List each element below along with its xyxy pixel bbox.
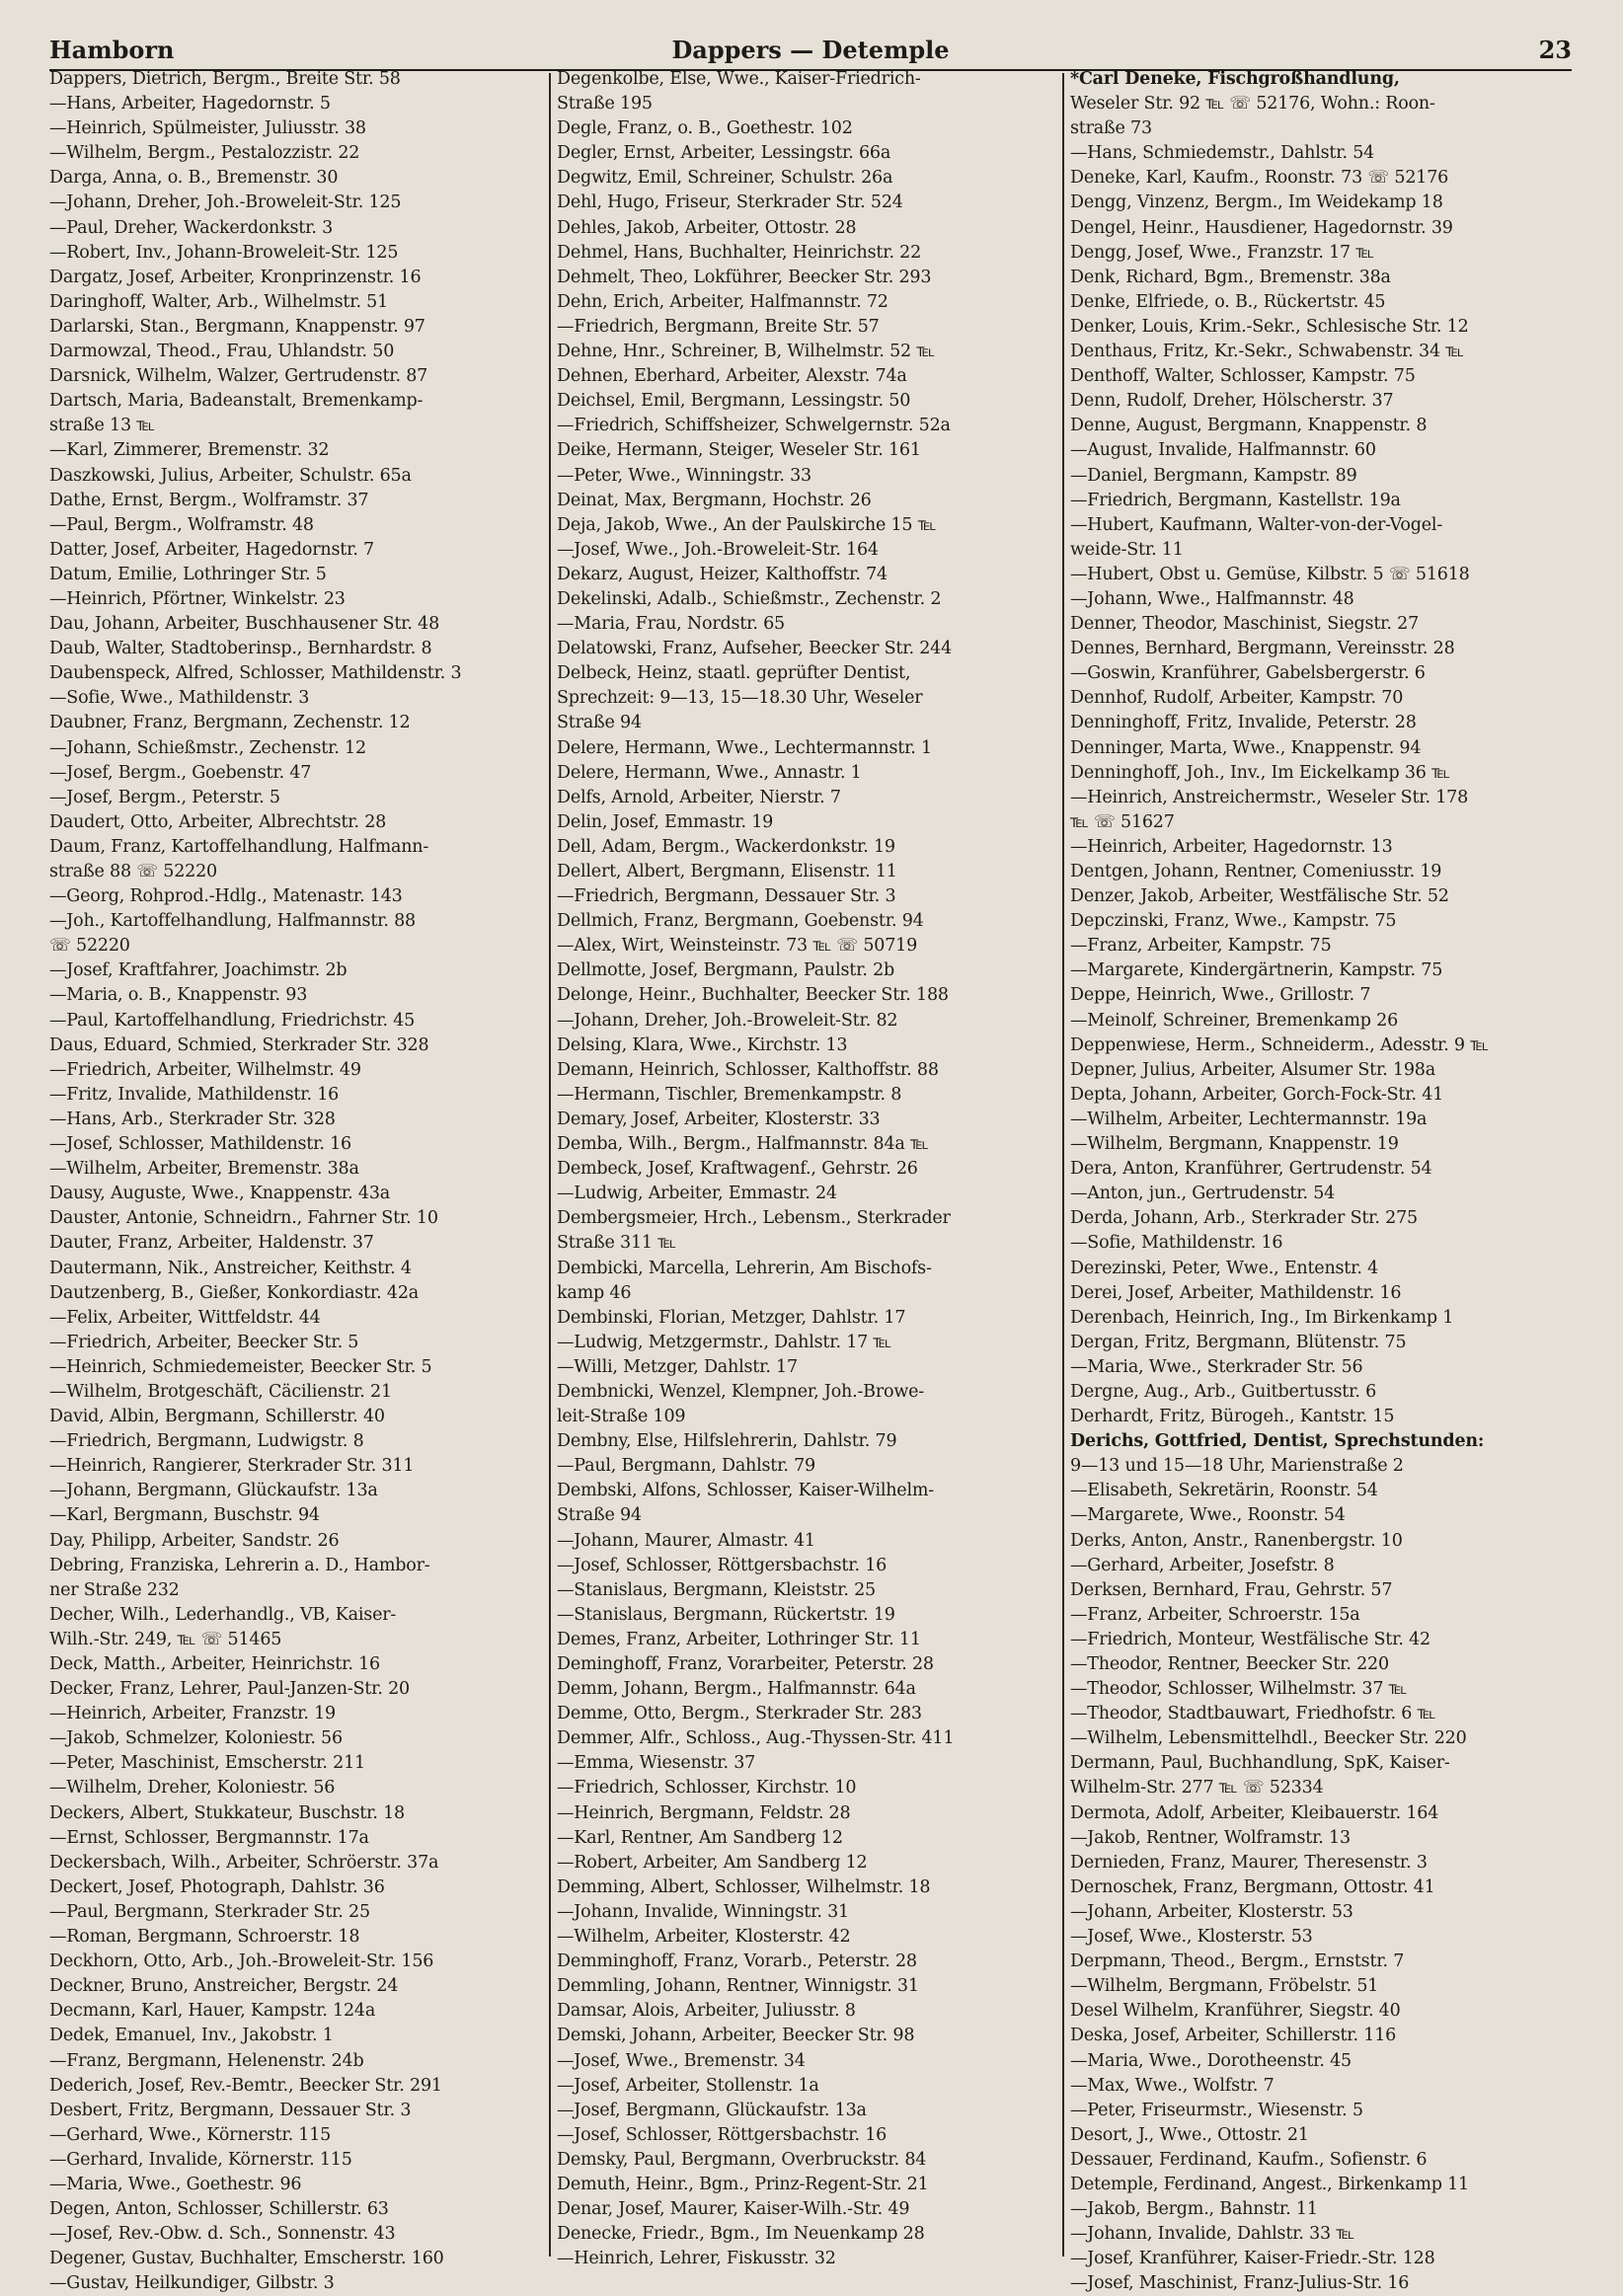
directory-entry: Demski, Johann, Arbeiter, Beecker Str. 98 <box>557 2026 915 2046</box>
directory-entry: Damsar, Alois, Arbeiter, Juliusstr. 8 <box>557 2001 856 2022</box>
directory-entry: Sprechzeit: 9—13, 15—18.30 Uhr, Weseler <box>557 688 923 709</box>
directory-entry: —Heinrich, Rangierer, Sterkrader Str. 311 <box>49 1456 415 1477</box>
directory-entry: —Wilhelm, Bergm., Pestalozzistr. 22 <box>49 143 360 164</box>
directory-entry: Deska, Josef, Arbeiter, Schillerstr. 116 <box>1070 2026 1397 2046</box>
directory-entry: —Maria, Wwe., Goethestr. 96 <box>49 2174 302 2194</box>
directory-entry: —Robert, Arbeiter, Am Sandberg 12 <box>557 1852 868 1873</box>
directory-entry: —Fritz, Invalide, Mathildenstr. 16 <box>49 1084 340 1105</box>
directory-entry: ℡ ☏ 51627 <box>1070 811 1175 832</box>
directory-entry: —Josef, Bergmann, Glückaufstr. 13a <box>557 2100 867 2120</box>
directory-entry: —Wilhelm, Brotgeschäft, Cäcilienstr. 21 <box>49 1381 392 1402</box>
directory-entry: —Emma, Wiesenstr. 37 <box>557 1753 756 1774</box>
directory-entry: Degwitz, Emil, Schreiner, Schulstr. 26a <box>557 168 893 189</box>
directory-columns <box>49 67 1580 2294</box>
directory-entry: Denthaus, Fritz, Kr.-Sekr., Schwabenstr. 34 ℡ <box>1070 342 1464 362</box>
directory-entry: Delonge, Heinr., Buchhalter, Beecker Str. 188 <box>557 985 949 1006</box>
directory-entry: Datter, Josef, Arbeiter, Hagedornstr. 7 <box>49 539 374 560</box>
directory-entry: Daringhoff, Walter, Arb., Wilhelmstr. 51 <box>49 291 389 312</box>
directory-entry: —Josef, Arbeiter, Stollenstr. 1a <box>557 2075 819 2096</box>
directory-entry: Dergne, Aug., Arb., Guitbertusstr. 6 <box>1070 1381 1377 1402</box>
directory-entry: Dehmel, Hans, Buchhalter, Heinrichstr. 22 <box>557 242 922 263</box>
directory-entry: *Carl Deneke, Fischgroßhandlung, <box>1070 69 1400 89</box>
directory-entry: Dau, Johann, Arbeiter, Buschhausener Str. 48 <box>49 614 440 635</box>
directory-entry: Demmer, Alfr., Schloss., Aug.-Thyssen-Str. 411 <box>557 1728 955 1749</box>
directory-entry: Straße 94 <box>557 1505 642 1526</box>
directory-entry: —Paul, Bergm., Wolframstr. 48 <box>49 514 314 535</box>
directory-entry: —Friedrich, Schiffsheizer, Schwelgernstr. 52a <box>557 416 951 436</box>
directory-entry: —Gerhard, Invalide, Körnerstr. 115 <box>49 2149 352 2170</box>
directory-entry: —Paul, Dreher, Wackerdonkstr. 3 <box>49 217 334 238</box>
directory-entry: Derda, Johann, Arb., Sterkrader Str. 275 <box>1070 1208 1418 1229</box>
directory-entry: Derezinski, Peter, Wwe., Entenstr. 4 <box>1070 1258 1379 1278</box>
directory-entry: —Josef, Kranführer, Kaiser-Friedr.-Str. 128 <box>1070 2249 1435 2269</box>
directory-entry: —Theodor, Schlosser, Wilhelmstr. 37 ℡ <box>1070 1679 1408 1700</box>
directory-entry: Dehn, Erich, Arbeiter, Halfmannstr. 72 <box>557 291 889 312</box>
directory-entry: Dauster, Antonie, Schneidrn., Fahrner Str. 10 <box>49 1208 438 1229</box>
directory-entry: Deminghoff, Franz, Vorarbeiter, Peterstr. 28 <box>557 1654 934 1674</box>
directory-entry: Delin, Josef, Emmastr. 19 <box>557 811 774 832</box>
directory-entry: Deinat, Max, Bergmann, Hochstr. 26 <box>557 490 872 510</box>
directory-entry: —Elisabeth, Sekretärin, Roonstr. 54 <box>1070 1481 1378 1501</box>
header-left: Hamborn <box>49 36 175 64</box>
directory-entry: —Peter, Maschinist, Emscherstr. 211 <box>49 1753 365 1774</box>
directory-entry: —Peter, Friseurmstr., Wiesenstr. 5 <box>1070 2100 1363 2120</box>
directory-entry: —Josef, Rev.-Obw. d. Sch., Sonnenstr. 43 <box>49 2224 396 2245</box>
directory-entry: —Sofie, Mathildenstr. 16 <box>1070 1233 1283 1254</box>
directory-entry: Demm, Johann, Bergm., Halfmannstr. 64a <box>557 1679 916 1700</box>
directory-entry: —Josef, Kraftfahrer, Joachimstr. 2b <box>49 960 348 981</box>
directory-entry: —Johann, Schießmstr., Zechenstr. 12 <box>49 737 366 758</box>
directory-entry: —Stanislaus, Bergmann, Kleiststr. 25 <box>557 1579 876 1600</box>
directory-entry: 9—13 und 15—18 Uhr, Marienstraße 2 <box>1070 1456 1404 1477</box>
directory-entry: Depner, Julius, Arbeiter, Alsumer Str. 198a <box>1070 1059 1435 1080</box>
directory-entry: Dembinski, Florian, Metzger, Dahlstr. 17 <box>557 1307 906 1328</box>
directory-entry: —Alex, Wirt, Weinsteinstr. 73 ℡ ☏ 50719 <box>557 936 917 957</box>
directory-entry: Dautzenberg, B., Gießer, Konkordiastr. 42a <box>49 1282 419 1303</box>
column-2 <box>557 67 1064 2269</box>
directory-entry: —Stanislaus, Bergmann, Rückertstr. 19 <box>557 1604 895 1625</box>
directory-entry: Derksen, Bernhard, Frau, Gehrstr. 57 <box>1070 1579 1393 1600</box>
directory-entry: —August, Invalide, Halfmannstr. 60 <box>1070 440 1376 461</box>
directory-entry: Decher, Wilh., Lederhandlg., VB, Kaiser- <box>49 1604 397 1625</box>
directory-entry: Denk, Richard, Bgm., Bremenstr. 38a <box>1070 267 1391 287</box>
directory-entry: Straße 195 <box>557 94 653 115</box>
directory-entry: —Josef, Schlosser, Mathildenstr. 16 <box>49 1134 351 1155</box>
directory-entry: —Heinrich, Lehrer, Fiskusstr. 32 <box>557 2249 836 2269</box>
directory-entry: Denzer, Jakob, Arbeiter, Westfälische Str. 52 <box>1070 886 1449 907</box>
directory-entry: straße 13 ℡ <box>49 416 155 436</box>
column-divider <box>1062 73 1064 2257</box>
directory-entry: Dengg, Josef, Wwe., Franzstr. 17 ℡ <box>1070 242 1374 263</box>
directory-entry: —Joh., Kartoffelhandlung, Halfmannstr. 88 <box>49 911 416 932</box>
directory-entry: Demmling, Johann, Rentner, Winnigstr. 31 <box>557 1976 919 1997</box>
directory-entry: —Wilhelm, Arbeiter, Bremenstr. 38a <box>49 1159 359 1180</box>
directory-entry: Dembnicki, Wenzel, Klempner, Joh.-Browe- <box>557 1381 924 1402</box>
directory-entry: —Johann, Invalide, Winningstr. 31 <box>557 1901 849 1922</box>
directory-entry: Delere, Hermann, Wwe., Lechtermannstr. 1 <box>557 737 932 758</box>
directory-entry: Deppenwiese, Herm., Schneiderm., Adesstr. 9 ℡ <box>1070 1034 1489 1055</box>
directory-entry: —Johann, Bergmann, Glückaufstr. 13a <box>49 1481 378 1501</box>
directory-entry: Denke, Elfriede, o. B., Rückertstr. 45 <box>1070 291 1386 312</box>
directory-entry: —Wilhelm, Lebensmittelhdl., Beecker Str. 220 <box>1070 1728 1467 1749</box>
directory-entry: Depta, Johann, Arbeiter, Gorch-Fock-Str. 41 <box>1070 1084 1444 1105</box>
directory-entry: —Karl, Rentner, Am Sandberg 12 <box>557 1827 843 1848</box>
directory-entry: Dederich, Josef, Rev.-Bemtr., Beecker Str. 291 <box>49 2075 442 2096</box>
directory-entry: Dargatz, Josef, Arbeiter, Kronprinzenstr. 16 <box>49 267 422 287</box>
directory-entry: Darga, Anna, o. B., Bremenstr. 30 <box>49 168 339 189</box>
directory-entry: —Gustav, Heilkundiger, Gilbstr. 3 <box>49 2273 335 2294</box>
directory-entry: —Theodor, Rentner, Beecker Str. 220 <box>1070 1654 1389 1674</box>
directory-entry: —Theodor, Stadtbauwart, Friedhofstr. 6 ℡ <box>1070 1704 1436 1724</box>
directory-entry: —Jakob, Schmelzer, Koloniestr. 56 <box>49 1728 343 1749</box>
directory-entry: Demba, Wilh., Bergm., Halfmannstr. 84a ℡ <box>557 1134 929 1155</box>
directory-entry: Dernieden, Franz, Maurer, Theresenstr. 3 <box>1070 1852 1428 1873</box>
directory-entry: Dernoschek, Franz, Bergmann, Ottostr. 41 <box>1070 1876 1435 1897</box>
directory-entry: —Friedrich, Bergmann, Dessauer Str. 3 <box>557 886 896 907</box>
directory-entry: Daus, Eduard, Schmied, Sterkrader Str. 328 <box>49 1034 429 1055</box>
directory-entry: Daszkowski, Julius, Arbeiter, Schulstr. 65a <box>49 465 412 486</box>
directory-entry: Dembny, Else, Hilfslehrerin, Dahlstr. 79 <box>557 1431 897 1452</box>
directory-entry: Dellmotte, Josef, Bergmann, Paulstr. 2b <box>557 960 895 981</box>
directory-entry: weide-Str. 11 <box>1070 539 1184 560</box>
column-divider <box>549 73 551 2257</box>
directory-entry: —Friedrich, Arbeiter, Wilhelmstr. 49 <box>49 1059 361 1080</box>
directory-entry: —Josef, Maschinist, Franz-Julius-Str. 16 <box>1070 2273 1410 2294</box>
directory-entry: Darmowzal, Theod., Frau, Uhlandstr. 50 <box>49 342 395 362</box>
directory-entry: Degenkolbe, Else, Wwe., Kaiser-Friedrich- <box>557 69 921 89</box>
directory-entry: Dessauer, Ferdinand, Kaufm., Sofienstr. 6 <box>1070 2149 1428 2170</box>
directory-entry: —Johann, Wwe., Halfmannstr. 48 <box>1070 588 1354 609</box>
directory-entry: —Heinrich, Anstreichermstr., Weseler Str. 178 <box>1070 787 1469 807</box>
directory-entry: Denne, August, Bergmann, Knappenstr. 8 <box>1070 416 1428 436</box>
directory-entry: Derei, Josef, Arbeiter, Mathildenstr. 16 <box>1070 1282 1402 1303</box>
page-header <box>49 36 1572 71</box>
directory-entry: Debring, Franziska, Lehrerin a. D., Hambor- <box>49 1555 430 1575</box>
directory-entry: —Friedrich, Bergmann, Breite Str. 57 <box>557 316 880 337</box>
directory-entry: —Felix, Arbeiter, Wittfeldstr. 44 <box>49 1307 321 1328</box>
directory-entry: Derichs, Gottfried, Dentist, Sprechstunden: <box>1070 1431 1485 1452</box>
directory-entry: —Josef, Bergm., Peterstr. 5 <box>49 787 280 807</box>
directory-entry: Dehl, Hugo, Friseur, Sterkrader Str. 524 <box>557 192 903 213</box>
directory-entry: —Paul, Kartoffelhandlung, Friedrichstr. 45 <box>49 1010 416 1031</box>
directory-entry: —Wilhelm, Dreher, Koloniestr. 56 <box>49 1778 336 1799</box>
directory-entry: —Robert, Inv., Johann-Broweleit-Str. 125 <box>49 242 399 263</box>
directory-entry: Dengel, Heinr., Hausdiener, Hagedornstr. 39 <box>1070 217 1453 238</box>
directory-entry: Denninghoff, Fritz, Invalide, Peterstr. 28 <box>1070 713 1417 733</box>
directory-entry: —Franz, Bergmann, Helenenstr. 24b <box>49 2050 364 2071</box>
directory-entry: Deckner, Bruno, Anstreicher, Bergstr. 24 <box>49 1976 399 1997</box>
directory-entry: Weseler Str. 92 ℡ ☏ 52176, Wohn.: Roon- <box>1070 94 1435 115</box>
directory-entry: —Paul, Bergmann, Sterkrader Str. 25 <box>49 1901 370 1922</box>
directory-entry: Degen, Anton, Schlosser, Schillerstr. 63 <box>49 2199 389 2220</box>
directory-entry: —Peter, Wwe., Winningstr. 33 <box>557 465 812 486</box>
directory-entry: Demary, Josef, Arbeiter, Klosterstr. 33 <box>557 1109 881 1129</box>
directory-entry: straße 73 <box>1070 118 1152 139</box>
directory-entry: Deckhorn, Otto, Arb., Joh.-Broweleit-Str. 156 <box>49 1952 434 1972</box>
directory-entry: Degler, Ernst, Arbeiter, Lessingstr. 66a <box>557 143 891 164</box>
directory-entry: Daum, Franz, Kartoffelhandlung, Halfmann- <box>49 836 429 857</box>
directory-entry: —Hubert, Kaufmann, Walter-von-der-Vogel- <box>1070 514 1443 535</box>
directory-entry: Depczinski, Franz, Wwe., Kampstr. 75 <box>1070 911 1397 932</box>
directory-entry: —Hans, Schmiedemstr., Dahlstr. 54 <box>1070 143 1375 164</box>
directory-entry: Dembergsmeier, Hrch., Lebensm., Sterkrader <box>557 1208 951 1229</box>
directory-entry: —Maria, o. B., Knappenstr. 93 <box>49 985 308 1006</box>
directory-entry: —Jakob, Rentner, Wolframstr. 13 <box>1070 1827 1351 1848</box>
directory-entry: Decker, Franz, Lehrer, Paul-Janzen-Str. 20 <box>49 1679 410 1700</box>
directory-entry: Daub, Walter, Stadtoberinsp., Bernhardstr. 8 <box>49 639 432 659</box>
directory-entry: —Wilhelm, Arbeiter, Lechtermannstr. 19a <box>1070 1109 1428 1129</box>
directory-entry: —Willi, Metzger, Dahlstr. 17 <box>557 1356 798 1377</box>
directory-entry: —Maria, Wwe., Dorotheenstr. 45 <box>1070 2050 1352 2071</box>
directory-entry: —Josef, Wwe., Bremenstr. 34 <box>557 2050 806 2071</box>
directory-entry: Deckert, Josef, Photograph, Dahlstr. 36 <box>49 1876 385 1897</box>
directory-entry: —Heinrich, Bergmann, Feldstr. 28 <box>557 1802 851 1823</box>
directory-entry: Dehne, Hnr., Schreiner, B, Wilhelmstr. 52 ℡ <box>557 342 935 362</box>
directory-entry: Demme, Otto, Bergm., Sterkrader Str. 283 <box>557 1704 922 1724</box>
directory-entry: Delatowski, Franz, Aufseher, Beecker Str. 244 <box>557 639 953 659</box>
directory-entry: —Franz, Arbeiter, Schroerstr. 15a <box>1070 1604 1360 1625</box>
directory-entry: —Anton, jun., Gertrudenstr. 54 <box>1070 1184 1336 1204</box>
directory-entry: ☏ 52220 <box>49 936 130 957</box>
directory-entry: Denninger, Marta, Wwe., Knappenstr. 94 <box>1070 737 1422 758</box>
directory-entry: —Heinrich, Spülmeister, Juliusstr. 38 <box>49 118 366 139</box>
directory-entry: Dekarz, August, Heizer, Kalthoffstr. 74 <box>557 564 888 584</box>
directory-entry: Dartsch, Maria, Badeanstalt, Bremenkamp- <box>49 391 424 412</box>
directory-entry: Deja, Jakob, Wwe., An der Paulskirche 15 ℡ <box>557 514 937 535</box>
directory-entry: —Friedrich, Bergmann, Kastellstr. 19a <box>1070 490 1401 510</box>
directory-entry: Dembeck, Josef, Kraftwagenf., Gehrstr. 26 <box>557 1159 918 1180</box>
directory-entry: —Josef, Wwe., Klosterstr. 53 <box>1070 1927 1313 1948</box>
directory-entry: Denn, Rudolf, Dreher, Hölscherstr. 37 <box>1070 391 1394 412</box>
directory-entry: —Ernst, Schlosser, Bergmannstr. 17a <box>49 1827 369 1848</box>
directory-entry: —Margarete, Wwe., Roonstr. 54 <box>1070 1505 1346 1526</box>
directory-entry: —Johann, Maurer, Almastr. 41 <box>557 1530 815 1551</box>
directory-entry: —Hermann, Tischler, Bremenkampstr. 8 <box>557 1084 902 1105</box>
header-center: Dappers — Detemple <box>671 36 950 64</box>
directory-entry: Day, Philipp, Arbeiter, Sandstr. 26 <box>49 1530 340 1551</box>
directory-entry: Dennhof, Rudolf, Arbeiter, Kampstr. 70 <box>1070 688 1404 709</box>
directory-entry: Datum, Emilie, Lothringer Str. 5 <box>49 564 327 584</box>
directory-entry: Denar, Josef, Maurer, Kaiser-Wilh.-Str. 49 <box>557 2199 910 2220</box>
directory-entry: —Friedrich, Arbeiter, Beecker Str. 5 <box>49 1332 359 1352</box>
directory-entry: —Friedrich, Bergmann, Ludwigstr. 8 <box>49 1431 364 1452</box>
directory-entry: Derks, Anton, Anstr., Ranenbergstr. 10 <box>1070 1530 1403 1551</box>
directory-entry: Daubner, Franz, Bergmann, Zechenstr. 12 <box>49 713 411 733</box>
directory-entry: Dembski, Alfons, Schlosser, Kaiser-Wilhelm- <box>557 1481 934 1501</box>
directory-entry: Denthoff, Walter, Schlosser, Kampstr. 75 <box>1070 366 1416 387</box>
directory-entry: —Hans, Arbeiter, Hagedornstr. 5 <box>49 94 331 115</box>
directory-entry: Dekelinski, Adalb., Schießmstr., Zechenstr. 2 <box>557 588 942 609</box>
directory-entry: kamp 46 <box>557 1282 632 1303</box>
directory-entry: Delsing, Klara, Wwe., Kirchstr. 13 <box>557 1034 848 1055</box>
directory-entry: —Jakob, Bergm., Bahnstr. 11 <box>1070 2199 1318 2220</box>
directory-entry: Degle, Franz, o. B., Goethestr. 102 <box>557 118 853 139</box>
directory-entry: Straße 94 <box>557 713 642 733</box>
directory-entry: Dera, Anton, Kranführer, Gertrudenstr. 54 <box>1070 1159 1432 1180</box>
directory-entry: Daudert, Otto, Arbeiter, Albrechtstr. 28 <box>49 811 387 832</box>
directory-entry: Darlarski, Stan., Bergmann, Knappenstr. 97 <box>49 316 425 337</box>
column-3 <box>1070 67 1580 2294</box>
directory-entry: Dehnen, Eberhard, Arbeiter, Alexstr. 74a <box>557 366 907 387</box>
directory-entry: straße 88 ☏ 52220 <box>49 862 217 881</box>
directory-entry: —Wilhelm, Bergmann, Knappenstr. 19 <box>1070 1134 1399 1155</box>
column-1 <box>49 67 543 2294</box>
directory-entry: Wilhelm-Str. 277 ℡ ☏ 52334 <box>1070 1778 1324 1799</box>
directory-entry: Dell, Adam, Bergm., Wackerdonkstr. 19 <box>557 836 895 857</box>
directory-entry: Dermann, Paul, Buchhandlung, SpK, Kaiser- <box>1070 1753 1450 1774</box>
directory-entry: Delfs, Arnold, Arbeiter, Nierstr. 7 <box>557 787 841 807</box>
directory-entry: Straße 311 ℡ <box>557 1233 676 1254</box>
directory-entry: —Josef, Bergm., Goebenstr. 47 <box>49 762 312 783</box>
directory-entry: —Goswin, Kranführer, Gabelsbergerstr. 6 <box>1070 663 1426 684</box>
directory-entry: Derenbach, Heinrich, Ing., Im Birkenkamp 1 <box>1070 1307 1454 1328</box>
directory-entry: Desel Wilhelm, Kranführer, Siegstr. 40 <box>1070 2001 1401 2022</box>
directory-entry: Deneke, Karl, Kaufm., Roonstr. 73 ☏ 52176 <box>1070 168 1449 189</box>
directory-entry: Dappers, Dietrich, Bergm., Breite Str. 58 <box>49 69 401 89</box>
directory-entry: Dermota, Adolf, Arbeiter, Kleibauerstr. 164 <box>1070 1802 1439 1823</box>
directory-entry: —Karl, Zimmerer, Bremenstr. 32 <box>49 440 330 461</box>
directory-entry: Dembicki, Marcella, Lehrerin, Am Bischofs- <box>557 1258 932 1278</box>
directory-entry: Decmann, Karl, Hauer, Kampstr. 124a <box>49 2001 376 2022</box>
directory-entry: leit-Straße 109 <box>557 1407 686 1427</box>
directory-entry: —Georg, Rohprod.-Hdlg., Matenastr. 143 <box>49 886 403 907</box>
directory-entry: Desbert, Fritz, Bergmann, Dessauer Str. 3 <box>49 2100 412 2120</box>
directory-entry: Demann, Heinrich, Schlosser, Kalthoffstr. 88 <box>557 1059 939 1080</box>
directory-entry: Demminghoff, Franz, Vorarb., Peterstr. 28 <box>557 1952 917 1972</box>
directory-entry: —Heinrich, Arbeiter, Franzstr. 19 <box>49 1704 336 1724</box>
directory-entry: —Friedrich, Schlosser, Kirchstr. 10 <box>557 1778 857 1799</box>
directory-entry: Deckers, Albert, Stukkateur, Buschstr. 18 <box>49 1802 405 1823</box>
directory-entry: Demuth, Heinr., Bgm., Prinz-Regent-Str. 21 <box>557 2174 929 2194</box>
directory-entry: —Heinrich, Pförtner, Winkelstr. 23 <box>49 588 346 609</box>
directory-entry: Dergan, Fritz, Bergmann, Blütenstr. 75 <box>1070 1332 1407 1352</box>
directory-entry: Dautermann, Nik., Anstreicher, Keithstr. 4 <box>49 1258 412 1278</box>
directory-entry: Delbeck, Heinz, staatl. geprüfter Dentist, <box>557 663 911 684</box>
directory-entry: —Josef, Wwe., Joh.-Broweleit-Str. 164 <box>557 539 879 560</box>
directory-entry: Denecke, Friedr., Bgm., Im Neuenkamp 28 <box>557 2224 925 2245</box>
directory-entry: —Roman, Bergmann, Schroerstr. 18 <box>49 1927 360 1948</box>
directory-entry: Denner, Theodor, Maschinist, Siegstr. 27 <box>1070 614 1419 635</box>
directory-entry: Dengg, Vinzenz, Bergm., Im Weidekamp 18 <box>1070 192 1443 213</box>
directory-entry: Deck, Matth., Arbeiter, Heinrichstr. 16 <box>49 1654 380 1674</box>
directory-entry: —Karl, Bergmann, Buschstr. 94 <box>49 1505 320 1526</box>
page-number: 23 <box>1538 36 1572 64</box>
directory-entry: —Wilhelm, Arbeiter, Klosterstr. 42 <box>557 1927 851 1948</box>
directory-entry: Deppe, Heinrich, Wwe., Grillostr. 7 <box>1070 985 1371 1006</box>
directory-entry: Detemple, Ferdinand, Angest., Birkenkamp 11 <box>1070 2174 1469 2194</box>
directory-entry: Delere, Hermann, Wwe., Annastr. 1 <box>557 762 862 783</box>
directory-entry: —Ludwig, Arbeiter, Emmastr. 24 <box>557 1184 837 1204</box>
directory-entry: Dauter, Franz, Arbeiter, Haldenstr. 37 <box>49 1233 374 1254</box>
directory-entry: —Heinrich, Schmiedemeister, Beecker Str. 5 <box>49 1356 432 1377</box>
directory-entry: Dellmich, Franz, Bergmann, Goebenstr. 94 <box>557 911 924 932</box>
directory-entry: —Johann, Arbeiter, Klosterstr. 53 <box>1070 1901 1353 1922</box>
directory-entry: —Maria, Wwe., Sterkrader Str. 56 <box>1070 1356 1363 1377</box>
directory-entry: —Daniel, Bergmann, Kampstr. 89 <box>1070 465 1357 486</box>
directory-entry: —Meinolf, Schreiner, Bremenkamp 26 <box>1070 1010 1398 1031</box>
directory-entry: Deichsel, Emil, Bergmann, Lessingstr. 50 <box>557 391 911 412</box>
directory-entry: —Sofie, Wwe., Mathildenstr. 3 <box>49 688 310 709</box>
directory-entry: —Gerhard, Arbeiter, Josefstr. 8 <box>1070 1555 1335 1575</box>
directory-entry: —Hans, Arb., Sterkrader Str. 328 <box>49 1109 336 1129</box>
directory-entry: Dehles, Jakob, Arbeiter, Ottostr. 28 <box>557 217 857 238</box>
directory-entry: Deckersbach, Wilh., Arbeiter, Schröerstr. 37a <box>49 1852 439 1873</box>
directory-entry: —Franz, Arbeiter, Kampstr. 75 <box>1070 936 1332 957</box>
directory-entry: —Hubert, Obst u. Gemüse, Kilbstr. 5 ☏ 51618 <box>1070 564 1470 584</box>
directory-entry: —Ludwig, Metzgermstr., Dahlstr. 17 ℡ <box>557 1332 892 1352</box>
directory-entry: —Johann, Dreher, Joh.-Broweleit-Str. 82 <box>557 1010 898 1031</box>
directory-entry: —Margarete, Kindergärtnerin, Kampstr. 75 <box>1070 960 1443 981</box>
directory-entry: Desort, J., Wwe., Ottostr. 21 <box>1070 2124 1309 2145</box>
directory-entry: —Wilhelm, Bergmann, Fröbelstr. 51 <box>1070 1976 1379 1997</box>
directory-entry: Degener, Gustav, Buchhalter, Emscherstr. 160 <box>49 2249 444 2269</box>
directory-entry: —Gerhard, Wwe., Körnerstr. 115 <box>49 2124 332 2145</box>
directory-entry: Demsky, Paul, Bergmann, Overbruckstr. 84 <box>557 2149 927 2170</box>
directory-entry: —Paul, Bergmann, Dahlstr. 79 <box>557 1456 815 1477</box>
directory-entry: Darsnick, Wilhelm, Walzer, Gertrudenstr. 87 <box>49 366 428 387</box>
directory-entry: —Friedrich, Monteur, Westfälische Str. 42 <box>1070 1629 1430 1649</box>
directory-entry: Deike, Hermann, Steiger, Weseler Str. 161 <box>557 440 921 461</box>
directory-entry: —Johann, Dreher, Joh.-Broweleit-Str. 125 <box>49 192 402 213</box>
directory-entry: Daubenspeck, Alfred, Schlosser, Mathildenstr. 3 <box>49 663 462 684</box>
directory-entry: —Heinrich, Arbeiter, Hagedornstr. 13 <box>1070 836 1393 857</box>
directory-entry: Denninghoff, Joh., Inv., Im Eickelkamp 36 ℡ <box>1070 762 1450 783</box>
directory-entry: Derhardt, Fritz, Bürogeh., Kantstr. 15 <box>1070 1407 1395 1427</box>
directory-entry: Derpmann, Theod., Bergm., Ernststr. 7 <box>1070 1952 1405 1972</box>
directory-entry: —Josef, Schlosser, Röttgersbachstr. 16 <box>557 1555 888 1575</box>
directory-entry: Denker, Louis, Krim.-Sekr., Schlesische Str. 12 <box>1070 316 1469 337</box>
directory-entry: Dathe, Ernst, Bergm., Wolframstr. 37 <box>49 490 369 510</box>
directory-entry: Demming, Albert, Schlosser, Wilhelmstr. 18 <box>557 1876 931 1897</box>
directory-entry: —Maria, Frau, Nordstr. 65 <box>557 614 785 635</box>
directory-entry: Dehmelt, Theo, Lokführer, Beecker Str. 293 <box>557 267 932 287</box>
directory-entry: Dedek, Emanuel, Inv., Jakobstr. 1 <box>49 2026 334 2046</box>
directory-entry: —Max, Wwe., Wolfstr. 7 <box>1070 2075 1275 2096</box>
directory-entry: —Josef, Schlosser, Röttgersbachstr. 16 <box>557 2124 888 2145</box>
directory-entry: Dennes, Bernhard, Bergmann, Vereinsstr. 28 <box>1070 639 1455 659</box>
directory-entry: Dellert, Albert, Bergmann, Elisenstr. 11 <box>557 862 897 881</box>
directory-entry: —Johann, Invalide, Dahlstr. 33 ℡ <box>1070 2224 1354 2245</box>
directory-entry: Dausy, Auguste, Wwe., Knappenstr. 43a <box>49 1184 390 1204</box>
directory-entry: Dentgen, Johann, Rentner, Comeniusstr. 19 <box>1070 862 1442 881</box>
directory-entry: Demes, Franz, Arbeiter, Lothringer Str. 11 <box>557 1629 921 1649</box>
directory-entry: ner Straße 232 <box>49 1579 180 1600</box>
directory-entry: Wilh.-Str. 249, ℡ ☏ 51465 <box>49 1629 282 1649</box>
directory-entry: David, Albin, Bergmann, Schillerstr. 40 <box>49 1407 385 1427</box>
